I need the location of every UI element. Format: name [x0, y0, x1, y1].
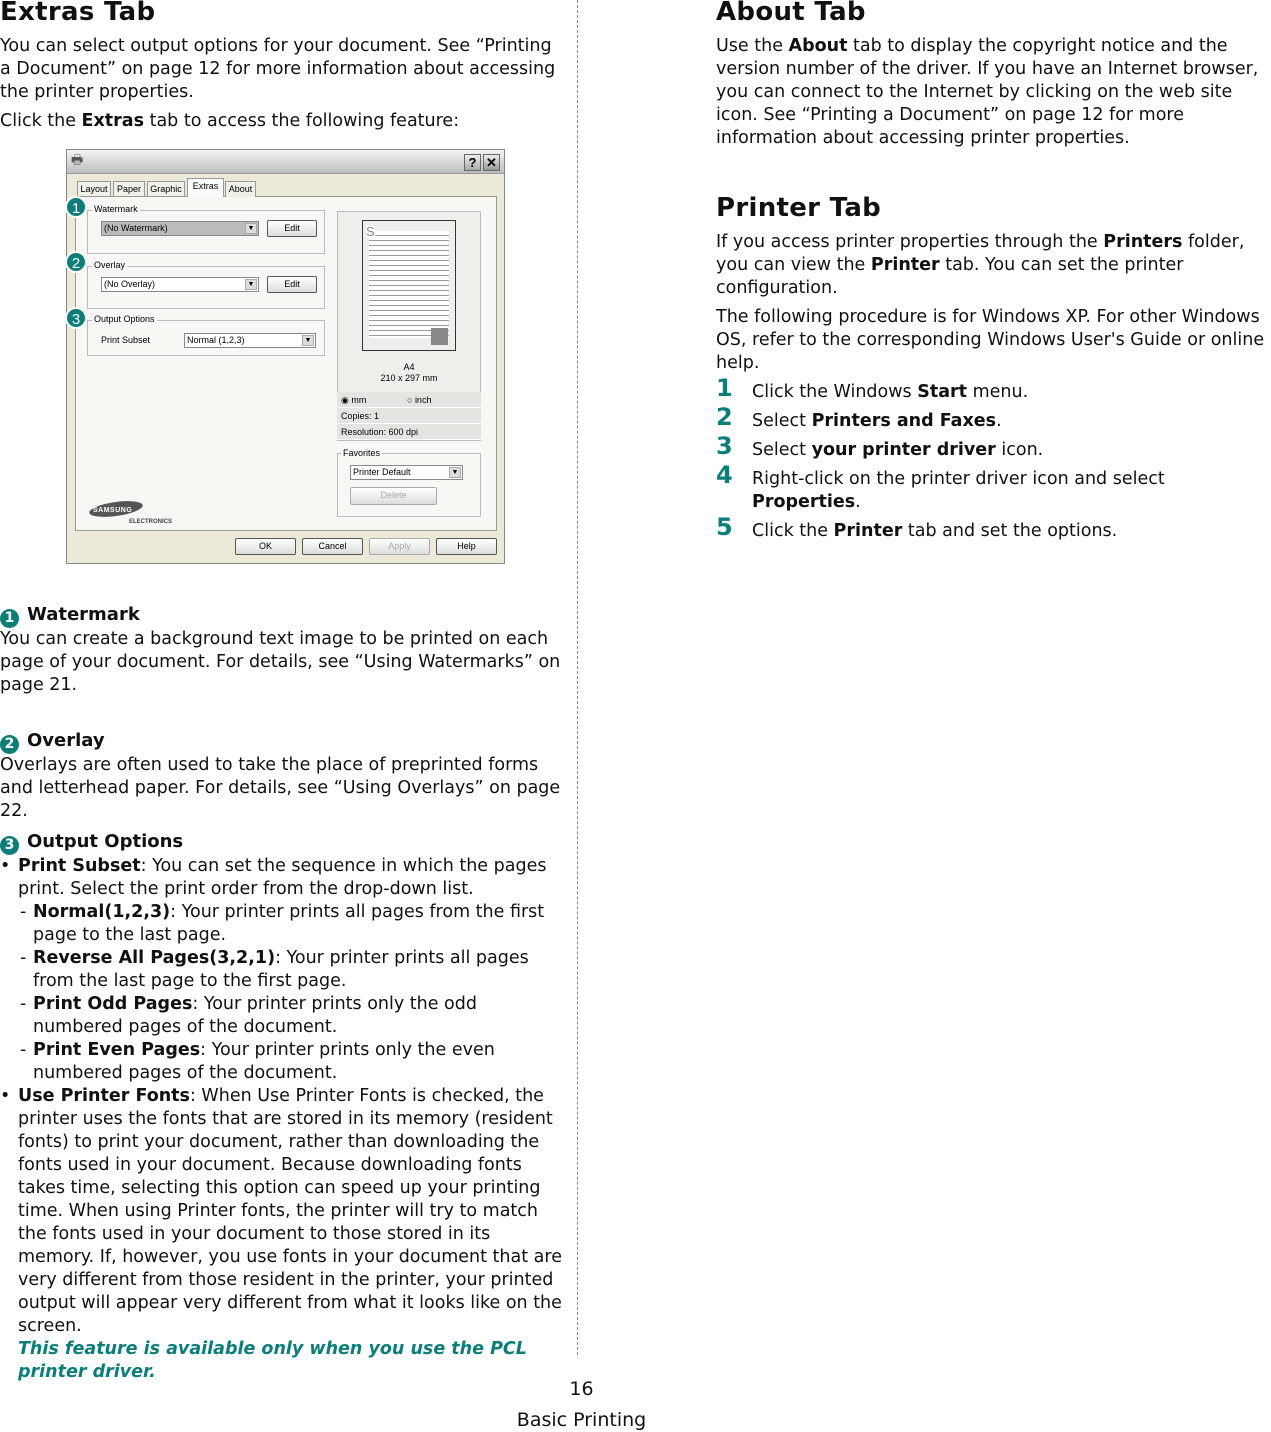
text: Click the — [752, 521, 834, 541]
print-subset-label: Print Subset — [101, 335, 151, 345]
heading-text: Overlay — [27, 730, 105, 751]
overlay-section — [0, 729, 565, 823]
bold-text: Properties — [752, 492, 856, 512]
text: : When Use Printer Fonts is checked, the printer uses the fonts that are stored in its memory (resident fonts) to print your document, rather than downloading the fonts used in your document. Because downloading fonts takes time, selecting this option can speed up your printing time. When using Printer fonts, the printer will try to match the fonts used in your document to those stored in its memory. If, however, you use fonts in your document that are very different from those resident in the printer, your printed output will appear very different from what it looks like on the screen. — [18, 1086, 562, 1336]
close-button[interactable]: ✕ — [483, 154, 500, 171]
watermark-value: (No Watermark) — [104, 223, 168, 233]
step-item — [716, 461, 1271, 514]
callout-badge-1: 1 — [65, 196, 87, 218]
bold-text: your printer driver — [811, 440, 996, 460]
output-options-heading — [0, 830, 565, 855]
bold-text: Start — [917, 382, 968, 402]
ok-button[interactable]: OK — [235, 538, 296, 555]
step-item — [716, 403, 1271, 433]
callout-badge-2: 2 — [65, 251, 87, 273]
heading-text: Watermark — [27, 604, 140, 625]
text: tab and set the options. — [902, 521, 1118, 541]
callout-badge-3: 3 — [65, 307, 87, 329]
unit-inch-label: inch — [414, 395, 432, 405]
text: . — [996, 411, 1002, 431]
bold-text: Normal(1,2,3) — [33, 902, 171, 922]
print-subset-value: Normal (1,2,3) — [187, 335, 245, 345]
bold-text: Print Odd Pages — [33, 994, 193, 1014]
paper-size: A4 — [403, 362, 415, 372]
text: Click the Windows — [752, 382, 918, 402]
apply-button[interactable]: Apply — [369, 538, 430, 555]
bold-text: Print Even Pages — [33, 1040, 201, 1060]
radio-mm[interactable]: ◉ mm — [341, 395, 367, 405]
overlay-text: Overlays are often used to take the place of preprinted forms and letterhead paper. For details, see “Using Overlays” on page 22. — [0, 755, 561, 821]
step-number: 1 — [716, 374, 733, 402]
step-number: 5 — [716, 513, 733, 541]
text: : Your printer prints all pages from the first page to the last page. — [33, 902, 545, 945]
bold-text: Printer — [833, 521, 903, 541]
resolution-info: Resolution: 600 dpi — [337, 424, 481, 440]
printer-tab-section — [716, 194, 1271, 549]
overlay-dropdown[interactable] — [101, 277, 259, 292]
overlay-value: (No Overlay) — [104, 279, 156, 289]
step-item — [716, 513, 1271, 543]
about-tab-heading: About Tab — [716, 0, 866, 27]
text: Use the — [716, 36, 789, 56]
bold-text: Printers — [1103, 232, 1183, 252]
tab-layout[interactable]: Layout — [77, 181, 111, 197]
number-badge: 3 — [0, 836, 19, 855]
steps-list — [716, 374, 1271, 543]
text: : You can set the sequence in which the pages print. Select the print order from the drop-down list. — [18, 856, 547, 899]
watermark-text: You can create a background text image to be printed on each page of your document. For details, see “Using Watermarks” on page 21. — [0, 629, 561, 695]
click-instruction — [0, 110, 565, 133]
printer-icon: 🖶 — [71, 152, 84, 167]
chevron-down-icon: ▼ — [245, 279, 257, 290]
column-divider — [577, 0, 578, 1355]
bold-text: Use Printer Fonts — [18, 1086, 190, 1106]
sub-item: - Reverse All Pages(3,2,1): Your printer prints all pages from the last page to the first page. — [20, 948, 529, 991]
printer-paragraph-2: The following procedure is for Windows XP. For other Windows OS, refer to the corresponding Windows User's Guide or online help. — [716, 307, 1265, 373]
tab-extras[interactable]: Extras — [187, 178, 224, 197]
favorites-group — [337, 453, 481, 517]
about-paragraph — [716, 35, 1271, 150]
radio-inch[interactable]: ○ inch — [407, 395, 432, 405]
text: menu. — [967, 382, 1029, 402]
electronics-logo-text: ELECTRONICS — [129, 519, 173, 525]
watermark-heading — [0, 603, 565, 628]
output-options-label: Output Options — [94, 314, 155, 324]
text: tab to display the copyright notice and the version number of the driver. If you have an Internet browser, you can connect to the Internet by clicking on the web site icon. See “Printing a Document” on page 12 for more information about accessing printer properties. — [716, 36, 1259, 148]
step-item — [716, 374, 1271, 404]
samsung-logo-text: SAMSUNG — [93, 507, 133, 514]
about-tab-section — [716, 0, 1271, 150]
step-item — [716, 432, 1271, 462]
number-badge: 2 — [0, 735, 19, 754]
bold-text: Printers and Faxes — [811, 411, 997, 431]
printer-paragraph-1 — [716, 231, 1271, 300]
text: icon. — [995, 440, 1044, 460]
heading-text: Output Options — [27, 831, 184, 852]
pcl-note: This feature is available only when you use the PCL printer driver. — [18, 1339, 527, 1382]
text: : Your printer prints only the odd numbered pages of the document. — [33, 994, 477, 1037]
delete-button[interactable]: Delete — [350, 487, 437, 505]
extras-tab-heading: Extras Tab — [0, 0, 156, 27]
extras-tab-section — [0, 0, 565, 133]
sub-item: - Normal(1,2,3): Your printer prints all pages from the first page to the last page. — [20, 902, 545, 945]
paper-preview-block — [431, 328, 448, 345]
page-number: 16 — [569, 1378, 594, 1400]
text: tab to access the following feature: — [144, 111, 460, 131]
help-button[interactable]: Help — [436, 538, 497, 555]
text: Select — [752, 411, 812, 431]
chevron-down-icon: ▼ — [302, 335, 314, 346]
cancel-button[interactable]: Cancel — [302, 538, 363, 555]
chevron-down-icon: ▼ — [449, 467, 461, 478]
overlay-label: Overlay — [94, 260, 126, 270]
bold-text: Print Subset — [18, 856, 141, 876]
favorites-label: Favorites — [343, 448, 381, 458]
printer-tab-heading: Printer Tab — [716, 193, 882, 223]
sub-item: - Print Even Pages: Your printer prints only the even numbered pages of the document. — [20, 1040, 495, 1083]
text: Click the — [0, 111, 82, 131]
text: tab. You can set the printer configuration. — [716, 255, 1184, 298]
intro-paragraph: You can select output options for your document. See “Printing a Document” on page 12 for more information about accessing the printer properties. — [0, 36, 556, 102]
text: Select — [752, 440, 812, 460]
watermark-dropdown[interactable] — [101, 221, 259, 236]
print-subset-bullet: • Print Subset: You can set the sequence in which the pages print. Select the print order from the drop-down list. — [0, 856, 547, 899]
title-bar — [67, 150, 504, 174]
watermark-edit-button[interactable]: Edit — [267, 220, 317, 237]
favorites-value: Printer Default — [353, 467, 411, 477]
watermark-section — [0, 603, 565, 697]
tab-graphic[interactable]: Graphic — [147, 181, 185, 197]
step-number: 2 — [716, 403, 733, 431]
bold-text: Reverse All Pages(3,2,1) — [33, 948, 276, 968]
text: Right-click on the printer driver icon and select — [752, 469, 1165, 489]
tab-about[interactable]: About — [225, 181, 256, 197]
output-options-section — [0, 830, 565, 1384]
unit-mm-label: mm — [351, 395, 367, 405]
chapter-name: Basic Printing — [516, 1409, 647, 1431]
tab-paper[interactable]: Paper — [113, 181, 145, 197]
sub-item: - Print Odd Pages: Your printer prints only the odd numbered pages of the document. — [20, 994, 477, 1037]
copies-info: Copies: 1 — [337, 408, 481, 424]
print-subset-dropdown[interactable] — [184, 333, 316, 348]
favorites-dropdown[interactable] — [350, 465, 463, 480]
printer-fonts-bullet: • Use Printer Fonts: When Use Printer Fonts is checked, the printer uses the fonts that are stored in its memory (resident fonts) to print your document, rather than downloading the fonts used in your document. Because downloading fonts takes time, selecting this option can speed up your printing time. When using Printer fonts, the printer will try to match the fonts used in your document to those stored in its memory. If, however, you use fonts in your document that are very different from those resident in the printer, your printed output will appear very different from what it looks like on the screen. — [0, 1086, 562, 1336]
help-title-button[interactable]: ? — [464, 154, 481, 171]
text: . — [855, 492, 861, 512]
text: If you access printer properties through the — [716, 232, 1104, 252]
step-number: 4 — [716, 461, 733, 489]
units-row — [337, 392, 481, 408]
text: : Your printer prints all pages from the last page to the first page. — [33, 948, 529, 991]
text: : Your printer prints only the even numbered pages of the document. — [33, 1040, 495, 1083]
printer-properties-dialog — [66, 149, 505, 564]
overlay-edit-button[interactable]: Edit — [267, 276, 317, 293]
overlay-heading — [0, 729, 565, 754]
number-badge: 1 — [0, 609, 19, 628]
bold-text: About — [788, 36, 848, 56]
step-number: 3 — [716, 432, 733, 460]
bold-text: Printer — [870, 255, 940, 275]
text: folder, you can view the — [716, 232, 1245, 275]
paper-preview-letter: S — [366, 224, 375, 239]
bold-text: Extras — [81, 111, 145, 131]
paper-dimensions: 210 x 297 mm — [380, 373, 438, 383]
watermark-label: Watermark — [94, 204, 138, 214]
chevron-down-icon: ▼ — [245, 223, 257, 234]
